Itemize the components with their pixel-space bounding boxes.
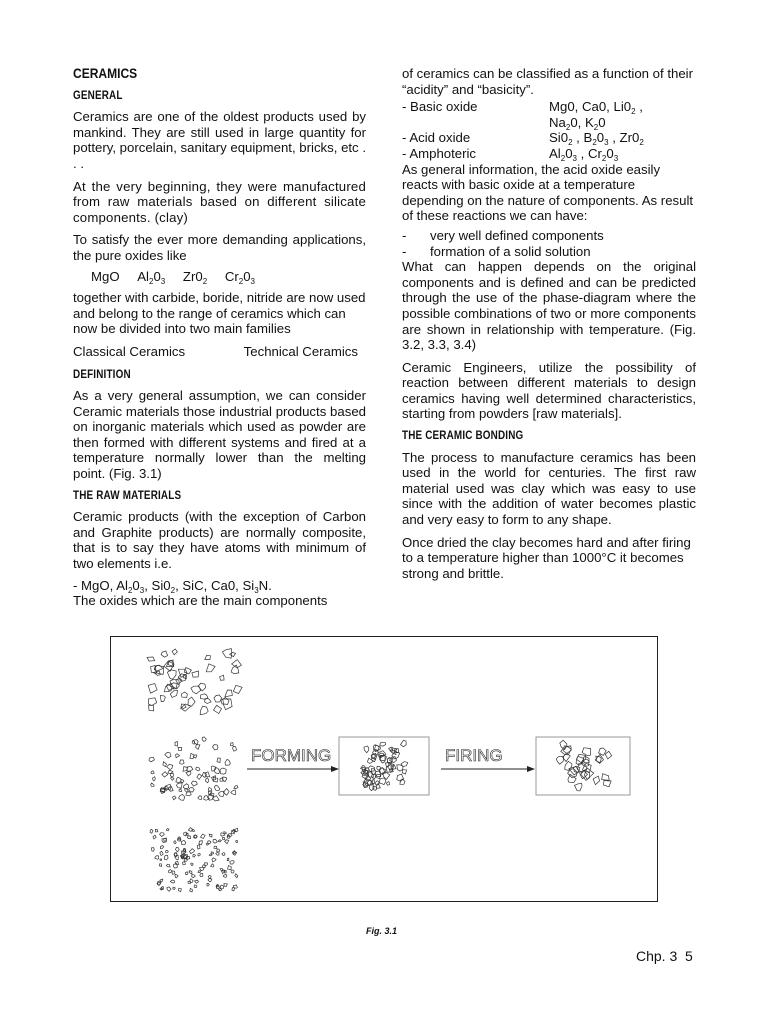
grain: [222, 649, 231, 659]
grain: [196, 767, 200, 771]
grain: [223, 875, 227, 878]
grain: [233, 746, 237, 751]
list-item: - formation of a solid solution: [402, 243, 591, 259]
label-basic-oxide: - Basic oxide: [402, 99, 478, 115]
grain: [214, 785, 219, 790]
grain: [194, 835, 197, 838]
oxide-mgo: MgO: [91, 268, 120, 284]
grain: [174, 863, 178, 868]
family-classical: Classical Ceramics: [73, 343, 186, 359]
grain: [206, 843, 208, 845]
grain: [209, 854, 212, 856]
grain: [582, 748, 591, 756]
grain: [201, 834, 206, 838]
grain: [212, 858, 216, 862]
grain: [179, 794, 185, 800]
paragraph-right-3: What can happen depends on the original components and is defined and can be predicted through the use of the phase-diagram where the possible combinations of two or more components are shown in relationship with temperature. (Fig. 3.2, 3.3, 3.4): [402, 259, 696, 353]
grain: [179, 789, 182, 792]
grain: [185, 872, 188, 875]
heading-definition: DEFINITION: [73, 368, 131, 381]
grain: [160, 846, 163, 849]
grain: [196, 745, 200, 750]
grain: [604, 781, 612, 787]
grain: [165, 753, 171, 758]
grain: [211, 766, 216, 771]
formed-body-grains: [361, 740, 408, 791]
grain: [211, 864, 214, 867]
paragraph-definition: As a very general assumption, we can consider Ceramic materials those industrial products based on inorganic materials which used as powder are then formed with different systems and fired at a temperature normally lower than the melting point. (Fig. 3.1): [73, 388, 366, 482]
fired-body-grains: [556, 740, 611, 791]
grain: [213, 745, 219, 750]
grain: [160, 859, 162, 861]
grain: [149, 705, 154, 711]
grain: [190, 888, 193, 892]
grain: [187, 767, 193, 772]
right-column: [402, 66, 696, 588]
grain: [167, 887, 171, 891]
grain: [208, 878, 212, 881]
page-number: 5: [685, 948, 693, 964]
grain: [170, 880, 174, 883]
ceramic-families: [73, 344, 366, 360]
grain: [176, 847, 180, 852]
grain: [205, 772, 210, 777]
heading-general: GENERAL: [73, 89, 123, 102]
heading-ceramic-bonding: THE CERAMIC BONDING: [402, 430, 524, 443]
grain: [190, 871, 193, 874]
grain: [189, 849, 194, 854]
label-amphoteric: - Amphoteric: [402, 145, 477, 161]
grain: [378, 751, 386, 758]
grain: [173, 796, 177, 800]
grain: [217, 758, 220, 763]
grain: [225, 840, 229, 844]
grain: [231, 790, 236, 795]
grain: [193, 855, 196, 858]
grain: [194, 755, 197, 758]
grain: [148, 698, 156, 706]
grain: [186, 792, 191, 796]
grain: [225, 690, 233, 697]
grain: [232, 660, 242, 668]
grain: [227, 858, 229, 861]
grain: [169, 870, 172, 873]
paragraph-right-1: of ceramics can be classified as a function of their “acidity” and “basicity”.: [402, 66, 694, 97]
grain: [233, 685, 242, 693]
grain: [172, 649, 177, 655]
grain: [184, 668, 191, 674]
grain: [161, 789, 165, 792]
grain: [397, 765, 403, 771]
grain: [217, 849, 220, 852]
grain: [155, 856, 159, 860]
fine-powder-grains: [150, 828, 238, 892]
grain: [180, 760, 185, 764]
grain: [214, 768, 219, 774]
grain: [220, 675, 225, 680]
grain: [194, 885, 197, 888]
oxide-classification-table: [402, 99, 644, 161]
oxide-cr2o3: $Cr_20_3$: [224, 268, 255, 286]
grain: [402, 770, 406, 774]
grain: [173, 887, 176, 889]
label-forming: FORMING: [251, 746, 332, 765]
grain: [231, 870, 234, 873]
paragraph-general-3: To satisfy the ever more demanding applications, the pure oxides like: [73, 232, 366, 263]
grain: [181, 840, 186, 844]
grain: [151, 771, 154, 774]
grain: [157, 881, 161, 885]
grain: [234, 786, 238, 789]
grain: [198, 853, 201, 856]
grain: [178, 747, 182, 750]
grain: [200, 706, 208, 715]
grain: [186, 771, 191, 776]
grain: [185, 788, 188, 792]
grain: [213, 839, 217, 843]
grain: [163, 762, 167, 767]
paragraph-general-1: Ceramics are one of the oldest products used by mankind. They are still used in large quantity for pottery, porcelain, sanitary equipment, bricks, etc . . .: [73, 109, 366, 171]
grain: [160, 696, 165, 702]
grain: [161, 886, 164, 889]
grain: [230, 861, 234, 865]
page-title: CERAMICS: [73, 65, 138, 81]
grain: [147, 657, 155, 661]
grain: [593, 776, 600, 785]
grain: [379, 778, 386, 785]
chapter-label: Chp. 3: [636, 948, 678, 964]
grain: [191, 686, 201, 694]
grain: [208, 788, 212, 791]
grain: [172, 871, 175, 874]
grain: [183, 862, 186, 865]
figure-illustration: [111, 637, 657, 901]
grain: [372, 758, 376, 762]
label-acid-oxide: - Acid oxide: [402, 130, 471, 146]
grain: [602, 774, 610, 781]
grain: [166, 829, 169, 831]
grain: [160, 851, 163, 855]
paragraph-bonding-1: The process to manufacture ceramics has been used in the world for centuries. The first raw material used was clay which was easy to use since with the addition of water becomes plastic and very easy to form to any shape.: [402, 449, 696, 528]
figure-caption: Fig. 3.1: [366, 926, 398, 936]
grain: [575, 783, 583, 791]
oxide-al2o3: $Al_20_3$: [137, 268, 166, 286]
grain: [200, 867, 204, 871]
grain: [167, 670, 176, 680]
grain: [162, 772, 168, 777]
grain: [170, 690, 177, 697]
paragraph-general-4: together with carbide, boride, nitride are now used and belong to the range of ceramics which can now be divided into two main families: [73, 290, 366, 337]
left-column: [73, 66, 366, 609]
grain: [150, 829, 153, 833]
grain: [364, 746, 369, 753]
grain: [148, 684, 157, 694]
grain: [195, 880, 199, 883]
grain: [199, 841, 202, 845]
value-amphoteric: $Al_20_3$ , $Cr_20_3$: [549, 145, 619, 163]
grain: [235, 874, 238, 878]
grain: [202, 737, 206, 742]
medium-powder-grains: [149, 737, 238, 801]
oxide-list: [91, 269, 366, 285]
value-basic-oxide: Mg0, Ca0, $Li0_2$ , $Na_20$, $K_20$: [549, 99, 643, 132]
grain: [214, 695, 222, 702]
grain: [175, 874, 178, 878]
grain: [176, 777, 181, 783]
grain: [220, 768, 226, 774]
heading-raw-materials: THE RAW MATERIALS: [73, 489, 182, 502]
grain: [218, 840, 221, 842]
grain: [192, 875, 196, 878]
grain: [568, 774, 576, 782]
family-technical: Technical Ceramics: [243, 343, 358, 359]
grain: [596, 756, 602, 762]
grain: [205, 655, 211, 659]
grain: [187, 836, 191, 839]
grain: [228, 866, 232, 870]
grain: [221, 698, 229, 705]
label-firing: FIRING: [445, 746, 503, 765]
paragraph-right-4: Ceramic Engineers, utilize the possibility of reaction between different materials to design ceramics having well determined characteristics, starting from powders [raw materials].: [402, 359, 696, 422]
grain: [152, 848, 155, 852]
paragraph-general-2: At the very beginning, they were manufactured from raw materials based on different silicate components. (clay): [73, 178, 366, 225]
paragraph-raw-2: The oxides which are the main components: [73, 593, 328, 609]
row-amphoteric: [402, 146, 644, 162]
grain: [171, 777, 174, 780]
grain: [225, 759, 231, 765]
grain: [211, 852, 214, 854]
paragraph-bonding-2: Once dried the clay becomes hard and after firing to a temperature higher than 1000°C it becomes strong and brittle.: [402, 534, 691, 581]
grain: [565, 761, 572, 770]
grain: [214, 705, 222, 713]
grain: [160, 833, 165, 837]
grain: [149, 757, 154, 762]
grain: [205, 863, 208, 866]
grain: [181, 704, 186, 708]
grain: [233, 885, 237, 888]
grain: [230, 652, 236, 656]
grain: [231, 665, 239, 674]
grain: [188, 697, 195, 706]
grain: [166, 864, 170, 867]
grain: [231, 743, 234, 746]
fired-body-box: [536, 737, 630, 795]
row-acid-oxide: [402, 130, 644, 146]
grain: [153, 835, 156, 839]
reaction-outcomes: [402, 228, 696, 259]
grain: [167, 764, 173, 769]
grain: [222, 838, 225, 840]
grain: [174, 841, 176, 844]
grain: [216, 853, 220, 856]
grain: [198, 871, 201, 873]
grain: [192, 671, 199, 677]
grain: [197, 844, 200, 849]
forming-arrowhead: [331, 766, 339, 772]
grain: [198, 796, 202, 800]
grain: [401, 740, 407, 747]
grain: [161, 651, 168, 657]
grain: [181, 692, 187, 698]
row-basic-oxide: [402, 99, 644, 130]
grain: [377, 766, 381, 770]
grain: [189, 788, 195, 792]
grain: [151, 783, 154, 786]
figure-3-1: [110, 636, 658, 902]
grain: [206, 664, 215, 672]
paragraph-right-2: As general information, the acid oxide easily reacts with basic oxide at a temperature depending on the nature of components. As result of these reactions we can have:: [402, 161, 694, 224]
grain: [209, 834, 212, 837]
grain: [191, 781, 197, 786]
grain: [214, 846, 217, 849]
grain: [175, 742, 178, 747]
grain: [153, 777, 156, 781]
grain: [205, 778, 208, 783]
grain: [190, 753, 194, 758]
grain: [190, 879, 193, 883]
coarse-powder-grains: [147, 649, 242, 715]
grain: [224, 884, 228, 887]
grain: [188, 882, 191, 884]
grain: [208, 875, 211, 878]
list-item: - very well defined components: [402, 227, 604, 243]
paragraph-raw-1: Ceramic products (with the exception of Carbon and Graphite products) are normally composite, that is to say they have atoms with minimum of two elements i.e.: [73, 509, 366, 572]
grain: [385, 763, 388, 767]
grain: [200, 874, 203, 877]
oxide-zro2: $Zr0_2$: [182, 268, 208, 286]
grain: [380, 742, 386, 746]
grain: [236, 841, 238, 843]
grain: [386, 781, 389, 785]
grain: [177, 783, 183, 788]
grain: [159, 864, 161, 867]
grain: [207, 883, 209, 886]
firing-arrowhead: [527, 766, 535, 772]
value-acid-oxide: $Si0_2$ , $B_20_3$ , $Zr0_2$: [549, 130, 644, 148]
page-footer: [636, 948, 693, 964]
grain: [192, 741, 195, 745]
grain: [165, 855, 169, 860]
grain: [197, 774, 202, 780]
raw-material-list: - MgO, $Al_20_3$, $Si0_2$, SiC, Ca0, $Si_3N$.: [73, 577, 272, 595]
grain: [176, 754, 180, 758]
grain: [191, 863, 194, 866]
grain: [178, 888, 181, 891]
grain: [220, 885, 224, 889]
grain: [222, 853, 225, 856]
grain: [605, 751, 612, 759]
grain: [155, 829, 158, 832]
grain: [166, 850, 169, 853]
